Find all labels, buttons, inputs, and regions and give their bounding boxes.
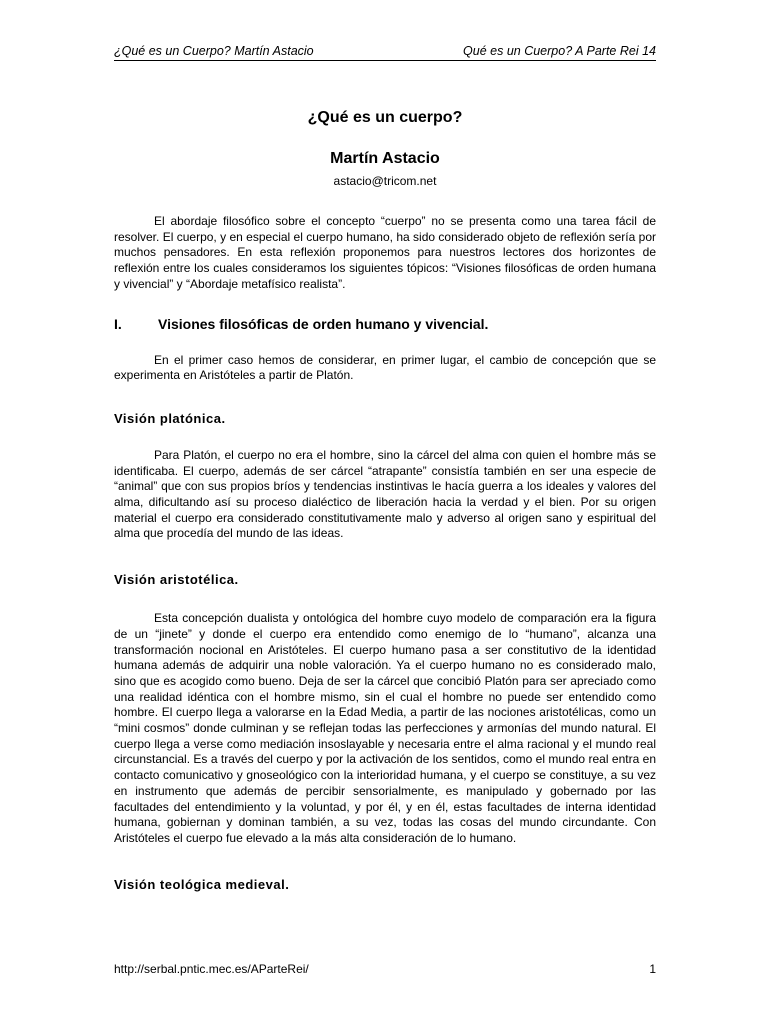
article-body (114, 108, 656, 894)
footer-url[interactable]: http://serbal.pntic.mec.es/AParteRei/ (114, 962, 309, 976)
platonica-paragraph: Para Platón, el cuerpo no era el hombre, sino la cárcel del alma con quien el hombre más se identificaba. El cuerpo, además de ser cárcel “atrapante” consistía también en ser una especie de “animal” que con sus propios bríos y tendencias instintivas le hacía guerra a los ideales y valores del alma, dificultando así su proceso dialéctico de liberación hacia la verdad y el bien. Por su origen material el cuerpo era considerado constitutivamente malo y adverso al origen sano y espiritual del alma que procedía del mundo de las ideas. (114, 447, 656, 541)
aristotelica-paragraph: Esta concepción dualista y ontológica del hombre cuyo modelo de comparación era la figura de un “jinete” y donde el cuerpo era entendido como enemigo de lo “humano”, alcanza una transformación nocional en Aristóteles. El cuerpo humano pasa a ser constitutivo de la identidad humana además de adquirir una noble valoración. Ya el cuerpo humano no es considerado malo, sino que es acogido como bueno. Deja de ser la cárcel que concibió Platón para ser apreciado como una realidad idéntica con el hombre mismo, sin el cual el hombre no puede ser entendido como hombre. El cuerpo llega a valorarse en la Edad Media, a partir de las nociones aristotélicas, como un “mini cosmos” donde culminan y se reflejan todas las perfecciones y armonías del mundo natural. El cuerpo llega a verse como mediación insoslayable y necesaria entre el alma racional y el mundo real circunstancial. Es a través del cuerpo y por la activación de los sentidos, como el mundo real entra en contacto comunicativo y gnoseológico con la interioridad humana, y el cuerpo se constituye, a su vez en instrumento que además de percibir sensorialmente, es manipulado y gobernado por las facultades del entendimiento y la voluntad, y por él, y en él, estas facultades de interna identidad humana, gobiernan y dominan también, a su vez, todas las cosas del mundo circundante. Con Aristóteles el cuerpo fue elevado a la más alta consideración de lo humano. (114, 611, 656, 845)
subheading-teologica: Visión teológica medieval. (114, 876, 290, 892)
section-number: I. (114, 315, 122, 332)
running-header (114, 44, 656, 61)
subheading-aristotelica: Visión aristotélica. (114, 572, 239, 588)
section-intro-paragraph: En el primer caso hemos de considerar, en primer lugar, el cambio de concepción que se experimenta en Aristóteles a partir de Platón. (114, 352, 656, 383)
header-left: ¿Qué es un Cuerpo? Martín Astacio (114, 44, 314, 58)
section-heading (114, 315, 656, 333)
page-number: 1 (649, 962, 656, 976)
article-title: ¿Qué es un cuerpo? (307, 109, 463, 126)
page-footer (114, 962, 656, 976)
intro-paragraph: El abordaje filosófico sobre el concepto “cuerpo” no se presenta como una tarea fácil de resolver. El cuerpo, y en especial el cuerpo humano, ha sido considerado objeto de reflexión sería por muchos pensadores. En esta reflexión proponemos para nuestros lectores dos horizontes de reflexión entre los cuales consideramos los siguientes tópicos: “Visiones filosóficas de orden humana y vivencial” y “Abordaje metafísico realista”. (114, 214, 656, 291)
subheading-platonica: Visión platónica. (114, 410, 226, 426)
header-right: Qué es un Cuerpo? A Parte Rei 14 (463, 44, 656, 58)
section-title: Visiones filosóficas de orden humano y vivencial. (158, 315, 489, 332)
author-email[interactable]: astacio@tricom.net (333, 174, 437, 188)
author-name: Martín Astacio (330, 150, 440, 167)
